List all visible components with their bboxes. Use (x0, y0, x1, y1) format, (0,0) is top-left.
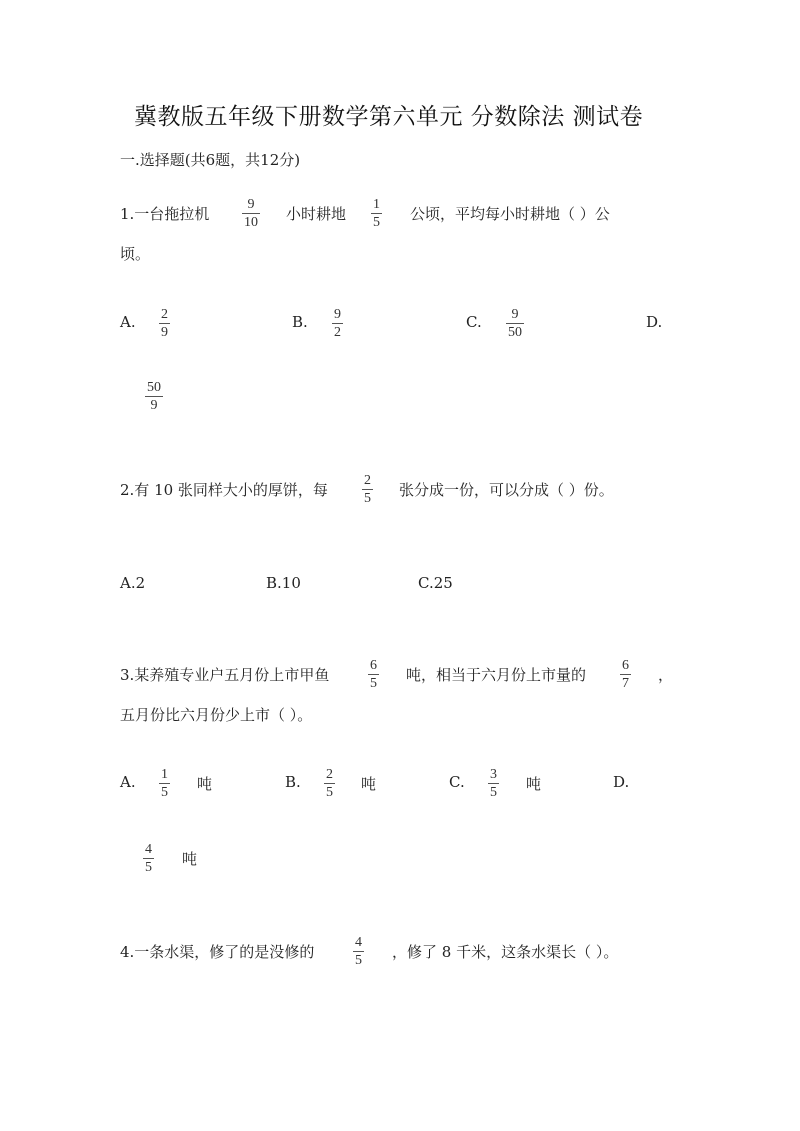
q2-text-a: 2.有 10 张同样大小的厚饼，每 (120, 481, 328, 499)
numerator: 1 (373, 197, 380, 212)
q1-text-c: 公顷，平均每小时耕地（ ）公 (410, 205, 610, 223)
denominator: 10 (244, 215, 258, 230)
q1-text-b: 小时耕地 (286, 205, 347, 223)
numerator: 4 (145, 842, 152, 857)
q1-fraction-1 (242, 197, 260, 230)
q2-option-b[interactable]: B.10 (266, 574, 301, 592)
denominator: 7 (622, 676, 629, 691)
section-heading: 一.选择题(共6题，共12分) (120, 151, 301, 169)
option-fraction (488, 767, 499, 800)
denominator: 2 (334, 325, 341, 340)
option-fraction (143, 842, 154, 875)
q4-fraction (353, 935, 364, 968)
denominator: 5 (373, 215, 380, 230)
option-fraction (159, 767, 170, 800)
q1-fraction-2 (371, 197, 382, 230)
denominator: 5 (326, 785, 333, 800)
page-title: 冀教版五年级下册数学第六单元 分数除法 测试卷 (134, 104, 644, 130)
numerator: 2 (326, 767, 333, 782)
q3-text-c: ， (658, 666, 674, 684)
numerator: 2 (161, 307, 168, 322)
denominator: 50 (508, 325, 522, 340)
option-unit: 吨 (182, 850, 198, 868)
q1-text-d: 顷。 (120, 245, 151, 263)
numerator: 1 (161, 767, 168, 782)
option-label: C. (466, 313, 482, 331)
denominator: 5 (161, 785, 168, 800)
option-fraction (145, 380, 163, 413)
numerator: 9 (511, 307, 519, 322)
option-fraction (332, 307, 343, 340)
q2-option-c[interactable]: C.25 (418, 574, 453, 592)
denominator: 5 (364, 491, 371, 506)
denominator: 9 (161, 325, 168, 340)
numerator: 3 (490, 767, 497, 782)
option-unit: 吨 (526, 775, 542, 793)
option-label: D. (613, 773, 630, 791)
numerator: 50 (147, 380, 161, 395)
option-unit: 吨 (361, 775, 377, 793)
numerator: 9 (247, 197, 255, 212)
q2-fraction (362, 473, 373, 506)
numerator: 6 (370, 658, 377, 673)
q4-text-b: ，修了 8 千米，这条水渠长（ ）。 (392, 943, 619, 961)
numerator: 6 (622, 658, 629, 673)
option-label: A. (120, 313, 136, 331)
q3-fraction-1 (368, 658, 379, 691)
option-label: B. (292, 313, 308, 331)
q4-text-a: 4.一条水渠，修了的是没修的 (120, 943, 315, 961)
denominator: 5 (145, 860, 152, 875)
option-label: D. (646, 313, 663, 331)
numerator: 2 (364, 473, 371, 488)
option-label: B. (285, 773, 301, 791)
denominator: 9 (150, 398, 158, 413)
q2-text-b: 张分成一份，可以分成（ ）份。 (399, 481, 614, 499)
q2-option-a[interactable]: A.2 (120, 574, 146, 592)
q1-text-a: 1.一台拖拉机 (120, 205, 210, 223)
option-label: A. (120, 773, 136, 791)
option-fraction (159, 307, 170, 340)
denominator: 5 (490, 785, 497, 800)
option-fraction (506, 307, 524, 340)
numerator: 4 (355, 935, 362, 950)
denominator: 5 (355, 953, 362, 968)
numerator: 9 (334, 307, 341, 322)
option-fraction (324, 767, 335, 800)
option-unit: 吨 (197, 775, 213, 793)
q3-text-d: 五月份比六月份少上市（ ）。 (120, 706, 313, 724)
option-label: C. (449, 773, 465, 791)
denominator: 5 (370, 676, 377, 691)
q3-text-a: 3.某养殖专业户五月份上市甲鱼 (120, 666, 330, 684)
q3-text-b: 吨，相当于六月份上市量的 (406, 666, 587, 684)
q3-fraction-2 (620, 658, 631, 691)
